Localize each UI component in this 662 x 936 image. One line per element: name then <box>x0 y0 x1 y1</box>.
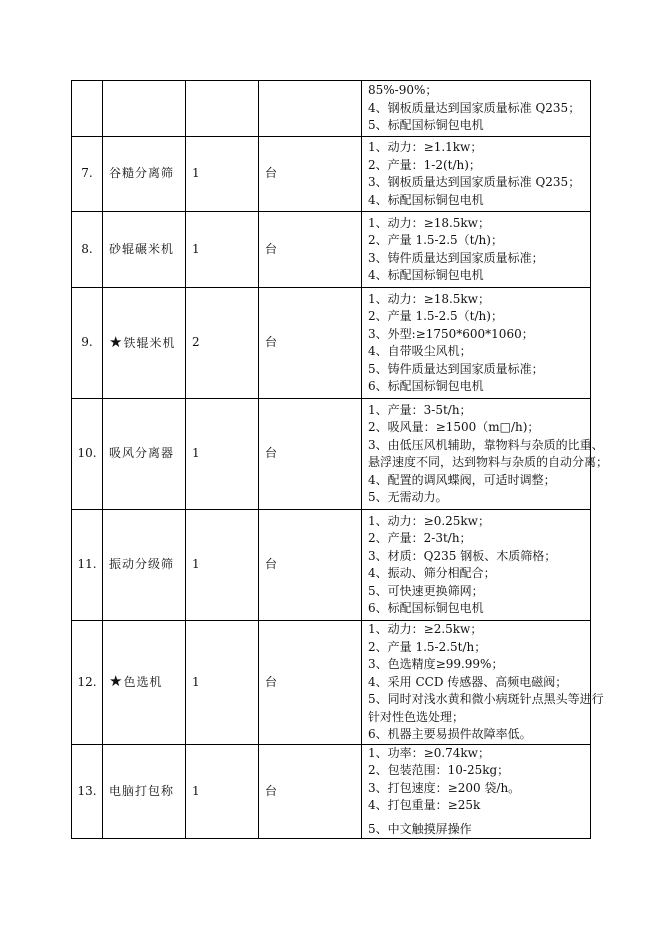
quantity: 1 <box>186 510 259 621</box>
spec-line: 悬浮速度不同，达到物料与杂质的自动分离； <box>368 455 609 469</box>
table-row <box>72 137 591 212</box>
spec-list <box>362 510 591 621</box>
equipment-name <box>103 81 186 137</box>
quantity: 1 <box>186 399 259 510</box>
spec-line: 4、配置的调风蝶阀，可适时调整； <box>368 472 556 487</box>
table-row <box>72 212 591 288</box>
equipment-name-text: 铁辊米机 <box>123 335 176 350</box>
spec-line: 2、产量 1.5-2.5（t/h)； <box>368 233 503 247</box>
spec-line: 2、产量 1.5-2.5（t/h)； <box>368 309 503 323</box>
equipment-name <box>103 288 186 399</box>
spec-line: 1、动力：≥1.1kw； <box>368 140 483 154</box>
spec-line: 3、材质：Q235 钢板、木质筛格； <box>368 548 557 563</box>
quantity: 1 <box>186 621 259 745</box>
equipment-name: 电脑打包称 <box>103 744 186 839</box>
spec-line: 3、由低压风机辅助，靠物料与杂质的比重、 <box>368 437 604 452</box>
spec-line: 1、动力：≥18.5kw； <box>368 215 490 230</box>
spec-line: 4、打包重量：≥25k <box>368 798 481 812</box>
spec-line: 5、可快速更换筛网； <box>368 583 484 598</box>
spec-line: 1、动力：≥0.25kw； <box>368 513 490 528</box>
row-index: 13. <box>72 744 103 839</box>
table-row <box>72 621 591 745</box>
spec-line: 5、无需动力。 <box>368 490 448 504</box>
spec-line: 5、同时对浅水黄和微小病斑针点黑头等进行 <box>368 692 604 706</box>
unit <box>259 81 362 137</box>
quantity: 2 <box>186 288 259 399</box>
row-index: 8. <box>72 212 103 288</box>
row-index: 10. <box>72 399 103 510</box>
quantity: 1 <box>186 137 259 212</box>
quantity: 1 <box>186 744 259 839</box>
table-row <box>72 81 591 137</box>
spec-line: 4、钢板质量达到国家质量标准 Q235； <box>368 100 581 115</box>
spec-line: 2、包装范围：10-25kg； <box>368 763 510 777</box>
spec-line: 4、采用 CCD 传感器、高频电磁阀； <box>368 674 568 689</box>
table-row <box>72 744 591 839</box>
equipment-name: 振动分级筛 <box>103 510 186 621</box>
spec-line: 5、铸件质量达到国家质量标准； <box>368 361 544 376</box>
equipment-name <box>103 621 186 745</box>
row-index: 11. <box>72 510 103 621</box>
spec-list <box>362 81 591 137</box>
spec-line: 2、吸风量：≥1500（m□/h)； <box>368 420 540 434</box>
spec-line: 1、产量：3-5t/h； <box>368 402 472 417</box>
spec-line: 6、标配国标铜包电机 <box>368 379 484 393</box>
spec-line: 3、钢板质量达到国家质量标准 Q235； <box>368 175 581 189</box>
unit: 台 <box>259 621 362 745</box>
equipment-name: 砂辊碾米机 <box>103 212 186 288</box>
quantity: 1 <box>186 212 259 288</box>
unit: 台 <box>259 744 362 839</box>
table-body <box>72 81 609 839</box>
spec-list <box>362 744 591 839</box>
spec-line: 4、标配国标铜包电机 <box>368 192 484 207</box>
spec-line: 3、打包速度：≥200 袋/h。 <box>368 780 521 795</box>
row-index: 9. <box>72 288 103 399</box>
spec-line: 针对性色选处理； <box>368 709 465 724</box>
spec-line: 5、中文触摸屏操作 <box>368 821 472 836</box>
unit: 台 <box>259 212 362 288</box>
table-row <box>72 510 591 621</box>
spec-line: 4、标配国标铜包电机 <box>368 268 484 282</box>
star-icon: ★ <box>109 672 124 690</box>
row-index: 7. <box>72 137 103 212</box>
spec-line: 1、动力：≥18.5kw； <box>368 291 490 306</box>
spec-line: 1、动力：≥2.5kw； <box>368 622 483 636</box>
unit: 台 <box>259 399 362 510</box>
spec-line: 6、标配国标铜包电机 <box>368 601 484 615</box>
table-row <box>72 288 591 399</box>
spec-list <box>362 399 609 510</box>
spec-line: 3、色选精度≥99.99%； <box>368 657 504 671</box>
table-row <box>72 399 591 510</box>
unit: 台 <box>259 137 362 212</box>
star-icon: ★ <box>109 332 124 351</box>
unit: 台 <box>259 510 362 621</box>
spec-list <box>362 137 591 212</box>
spec-line: 3、外型:≥1750*600*1060； <box>368 326 534 341</box>
spec-line: 85%-90%； <box>368 83 438 98</box>
quantity <box>186 81 259 137</box>
spec-line: 2、产量：2-3t/h； <box>368 531 472 545</box>
equipment-name-text: 色选机 <box>123 675 163 689</box>
equipment-name: 吸风分离器 <box>103 399 186 510</box>
equipment-name: 谷糙分离筛 <box>103 137 186 212</box>
spec-line: 3、铸件质量达到国家质量标准； <box>368 250 544 265</box>
spec-line: 5、标配国标铜包电机 <box>368 118 484 133</box>
spec-line: 1、功率：≥0.74kw； <box>368 745 490 760</box>
spec-list <box>362 212 591 288</box>
equipment-spec-table <box>71 80 609 839</box>
row-index <box>72 81 103 137</box>
spec-line: 6、机器主要易损件故障率低。 <box>368 727 532 741</box>
spec-line: 2、产量：1-2(t/h)； <box>368 157 481 172</box>
spec-line: 4、自带吸尘风机； <box>368 344 472 358</box>
spec-list <box>362 621 604 745</box>
row-index: 12. <box>72 621 103 745</box>
spec-line: 2、产量 1.5-2.5t/h； <box>368 639 487 654</box>
spec-list <box>362 288 591 399</box>
spec-line: 4、振动、筛分相配合； <box>368 566 496 580</box>
unit: 台 <box>259 288 362 399</box>
